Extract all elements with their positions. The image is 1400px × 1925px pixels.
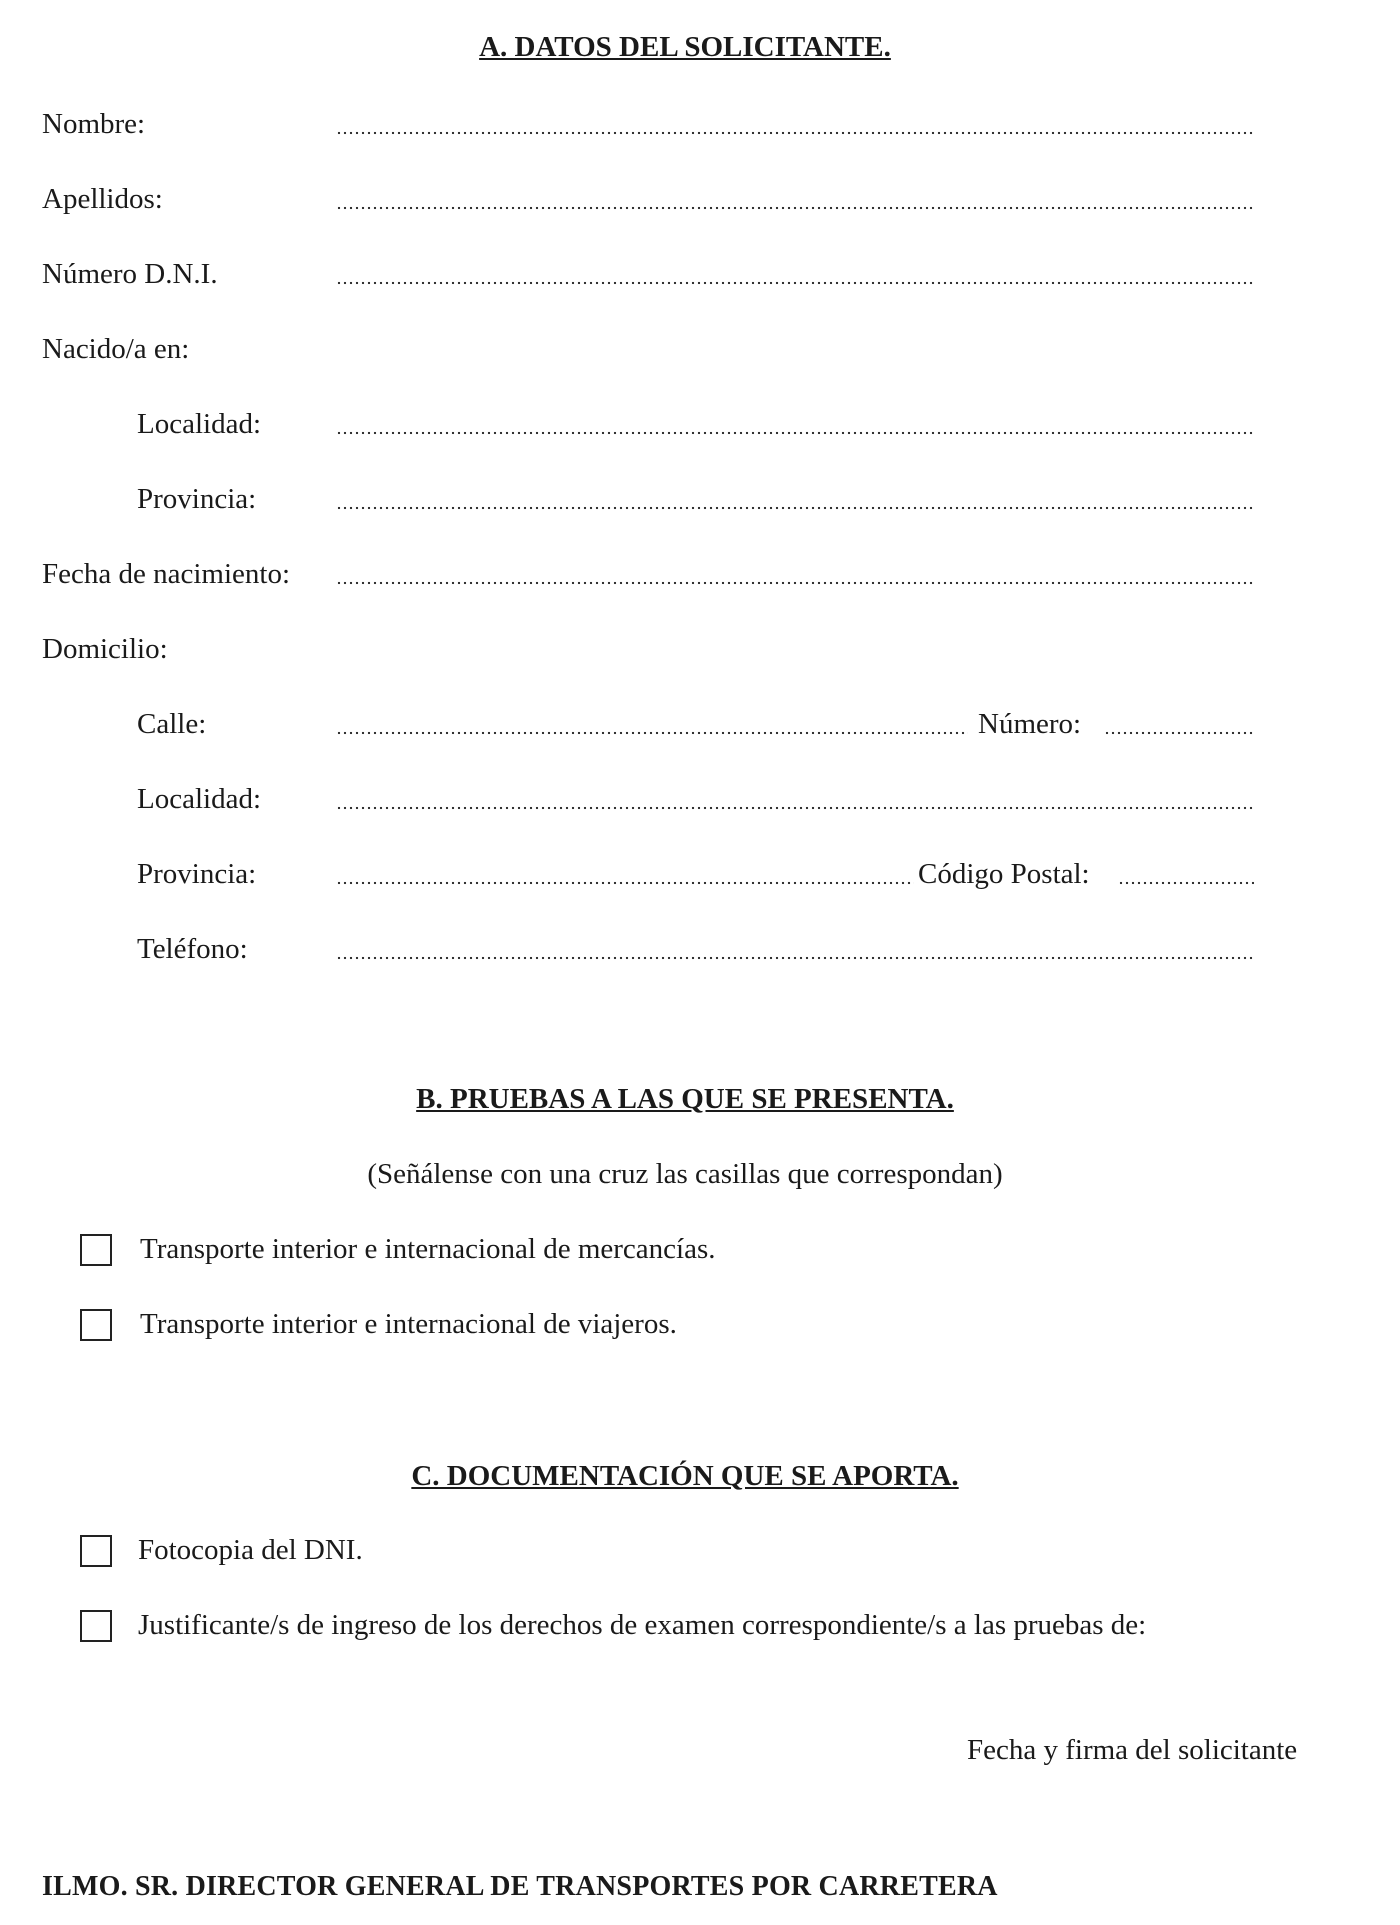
fecha-nacimiento-field[interactable] <box>336 581 1254 585</box>
dni-field[interactable] <box>336 281 1254 285</box>
section-b-title: B. PRUEBAS A LAS QUE SE PRESENTA. <box>416 1083 954 1115</box>
addressee: ILMO. SR. DIRECTOR GENERAL DE TRANSPORTES POR CARRETERA <box>42 1871 998 1902</box>
mercancias-checkbox[interactable] <box>80 1234 112 1266</box>
mercancias-option-label: Transporte interior e internacional de mercancías. <box>140 1233 716 1265</box>
numero-label: Número: <box>978 708 1082 740</box>
apellidos-field[interactable] <box>336 206 1254 210</box>
section-a-title: A. DATOS DEL SOLICITANTE. <box>479 31 891 63</box>
domicilio-provincia-label: Provincia: <box>137 858 257 890</box>
fecha-nacimiento-label: Fecha de nacimiento: <box>42 558 291 590</box>
justificante-label: Justificante/s de ingreso de los derechos de examen correspondiente/s a las pruebas de: <box>138 1609 1147 1641</box>
calle-label: Calle: <box>137 708 207 740</box>
numero-field[interactable] <box>1104 731 1254 735</box>
fotocopia-dni-checkbox[interactable] <box>80 1535 112 1567</box>
telefono-field[interactable] <box>336 956 1254 960</box>
nacimiento-localidad-label: Localidad: <box>137 408 262 440</box>
nombre-field[interactable] <box>336 131 1254 135</box>
telefono-label: Teléfono: <box>137 933 248 965</box>
justificante-checkbox[interactable] <box>80 1610 112 1642</box>
fotocopia-dni-label: Fotocopia del DNI. <box>138 1534 363 1566</box>
domicilio-localidad-field[interactable] <box>336 806 1254 810</box>
domicilio-label: Domicilio: <box>42 633 168 665</box>
section-b-instruction: (Señálense con una cruz las casillas que correspondan) <box>367 1158 1003 1190</box>
nacimiento-provincia-field[interactable] <box>336 506 1254 510</box>
domicilio-localidad-label: Localidad: <box>137 783 262 815</box>
dni-label: Número D.N.I. <box>42 258 218 290</box>
nacido-label: Nacido/a en: <box>42 333 190 365</box>
nombre-label: Nombre: <box>42 108 146 140</box>
codigo-postal-label: Código Postal: <box>918 858 1090 890</box>
apellidos-label: Apellidos: <box>42 183 163 215</box>
calle-field[interactable] <box>336 731 968 735</box>
viajeros-checkbox[interactable] <box>80 1309 112 1341</box>
domicilio-provincia-field[interactable] <box>336 881 914 885</box>
nacimiento-provincia-label: Provincia: <box>137 483 257 515</box>
nacimiento-localidad-field[interactable] <box>336 431 1254 435</box>
codigo-postal-field[interactable] <box>1118 881 1254 885</box>
signature-label: Fecha y firma del solicitante <box>967 1734 1298 1766</box>
section-c-title: C. DOCUMENTACIÓN QUE SE APORTA. <box>411 1460 959 1492</box>
viajeros-option-label: Transporte interior e internacional de viajeros. <box>140 1308 677 1340</box>
